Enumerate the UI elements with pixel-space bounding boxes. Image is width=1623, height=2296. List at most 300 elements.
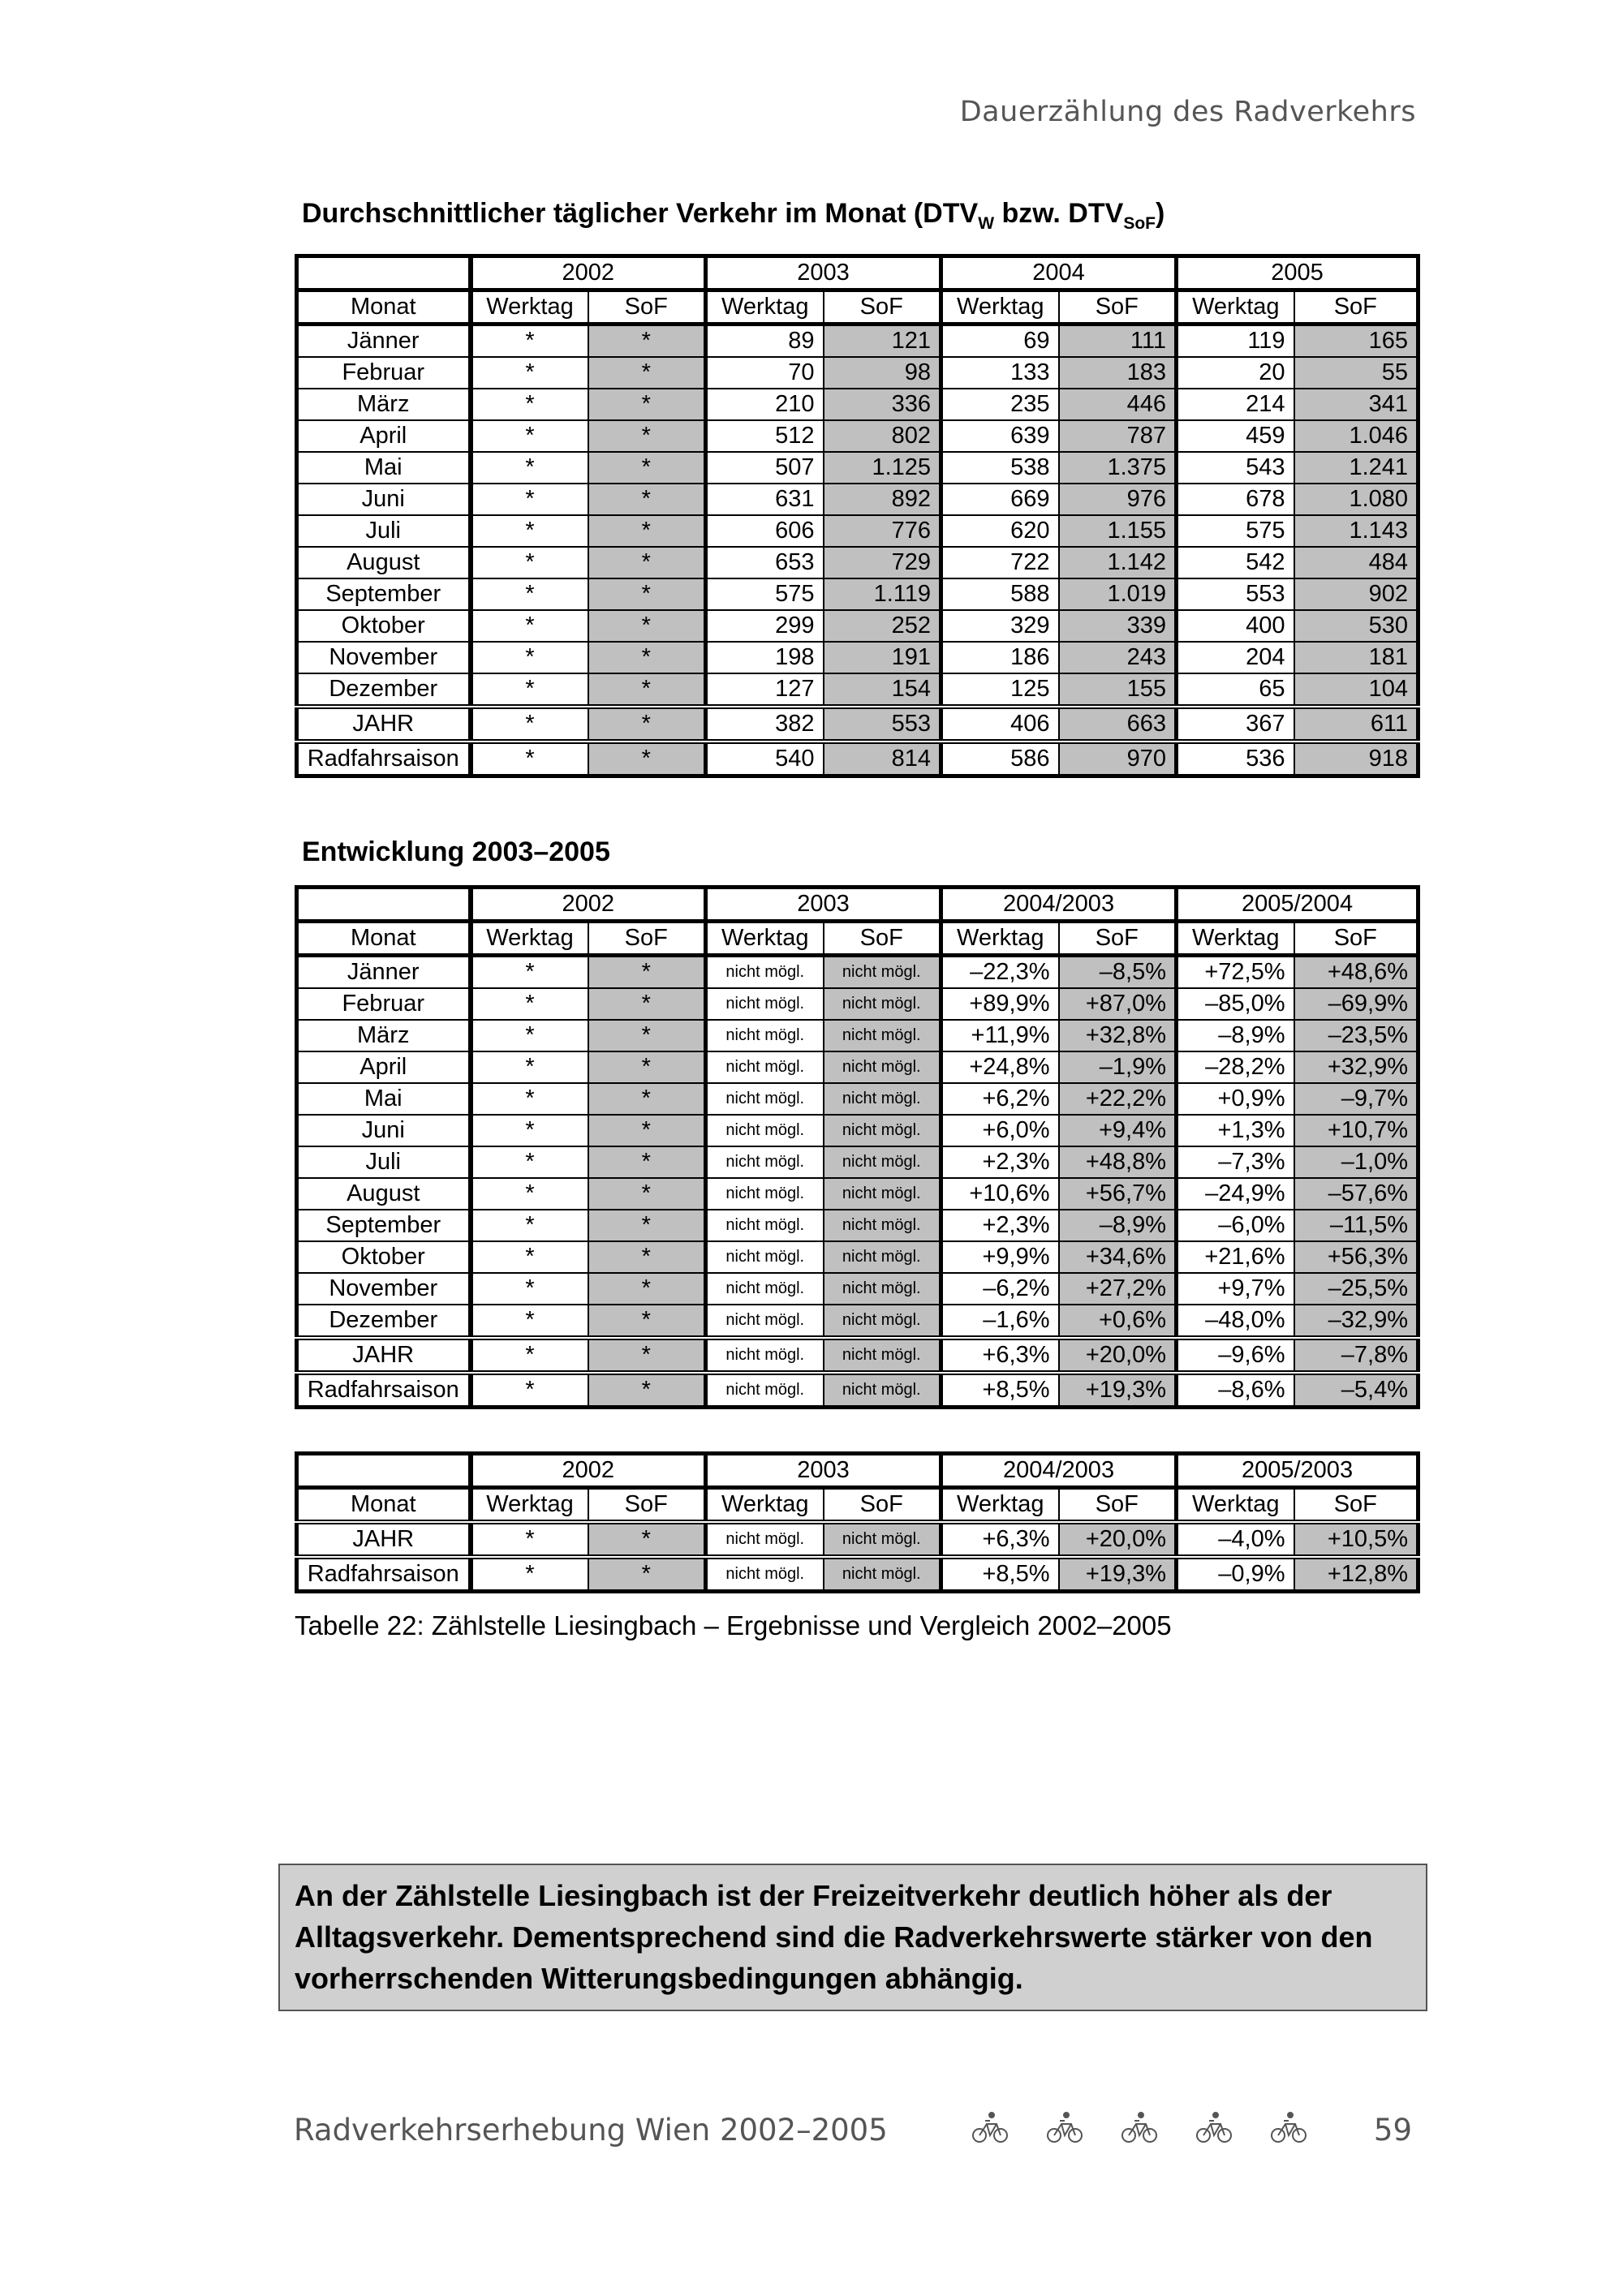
data-cell: +6,2%	[941, 1083, 1059, 1115]
data-cell: 787	[1059, 420, 1177, 452]
data-cell: *	[471, 484, 588, 515]
data-cell: *	[471, 1178, 588, 1210]
bicycle-icon	[973, 2113, 1007, 2142]
data-cell: nicht mögl.	[706, 1273, 824, 1305]
data-cell: +19,3%	[1059, 1373, 1177, 1408]
row-label: Jänner	[297, 325, 471, 358]
month-row	[297, 956, 1419, 989]
column-header: Werktag	[941, 1488, 1059, 1523]
data-cell: nicht mögl.	[824, 1210, 941, 1241]
data-cell: nicht mögl.	[824, 1051, 941, 1083]
month-row	[297, 642, 1419, 673]
month-row	[297, 357, 1419, 389]
data-cell: +10,7%	[1294, 1115, 1419, 1146]
data-cell: –8,5%	[1059, 956, 1177, 989]
data-cell: *	[471, 1522, 588, 1557]
data-cell: 155	[1059, 673, 1177, 707]
row-label: Dezember	[297, 1305, 471, 1338]
year-header: 2002	[471, 1454, 706, 1488]
month-row	[297, 578, 1419, 610]
data-cell: *	[588, 357, 706, 389]
data-cell: 210	[706, 389, 824, 420]
column-header-row	[297, 922, 1419, 956]
data-cell: +2,3%	[941, 1210, 1059, 1241]
data-cell: *	[588, 1241, 706, 1273]
data-cell: 678	[1177, 484, 1294, 515]
column-header: SoF	[588, 922, 706, 956]
data-cell: 530	[1294, 610, 1419, 642]
data-cell: *	[471, 1051, 588, 1083]
data-cell: *	[471, 547, 588, 578]
data-cell: *	[588, 1273, 706, 1305]
data-cell: –57,6%	[1294, 1178, 1419, 1210]
column-header: Werktag	[706, 922, 824, 956]
data-cell: nicht mögl.	[706, 1146, 824, 1178]
column-header: Werktag	[1177, 290, 1294, 325]
data-cell: 1.125	[824, 452, 941, 484]
data-cell: –1,0%	[1294, 1146, 1419, 1178]
data-cell: +21,6%	[1177, 1241, 1294, 1273]
month-row	[297, 1115, 1419, 1146]
data-cell: +11,9%	[941, 1020, 1059, 1051]
data-cell: –32,9%	[1294, 1305, 1419, 1338]
data-cell: nicht mögl.	[824, 1115, 941, 1146]
data-cell: nicht mögl.	[824, 1305, 941, 1338]
data-cell: –5,4%	[1294, 1373, 1419, 1408]
data-cell: –1,6%	[941, 1305, 1059, 1338]
data-cell: *	[471, 610, 588, 642]
data-cell: nicht mögl.	[824, 1020, 941, 1051]
data-cell: *	[588, 673, 706, 707]
data-cell: 507	[706, 452, 824, 484]
data-cell: *	[588, 642, 706, 673]
data-cell: 235	[941, 389, 1059, 420]
row-label: JAHR	[297, 1338, 471, 1373]
data-cell: 183	[1059, 357, 1177, 389]
data-cell: *	[588, 1338, 706, 1373]
row-label: April	[297, 1051, 471, 1083]
data-cell: 669	[941, 484, 1059, 515]
row-label: Juni	[297, 1115, 471, 1146]
data-cell: +6,0%	[941, 1115, 1059, 1146]
data-cell: –48,0%	[1177, 1305, 1294, 1338]
row-label: Dezember	[297, 673, 471, 707]
data-cell: 538	[941, 452, 1059, 484]
data-cell: nicht mögl.	[824, 1241, 941, 1273]
column-header: SoF	[1294, 1488, 1419, 1523]
callout-box: An der Zählstelle Liesingbach ist der Freizeitverkehr deutlich höher als der Alltagsverkehr. Dementsprechend sind die Radverkehrswerte stärker von den vorherrschenden Witterungsbedingungen abhängig.	[278, 1864, 1427, 2011]
data-cell: +2,3%	[941, 1146, 1059, 1178]
data-cell: +87,0%	[1059, 988, 1177, 1020]
data-cell: nicht mögl.	[706, 1210, 824, 1241]
summary-row	[297, 1557, 1419, 1592]
data-cell: 653	[706, 547, 824, 578]
data-cell: *	[588, 1373, 706, 1408]
bicycle-icon	[1048, 2113, 1082, 2142]
data-cell: 588	[941, 578, 1059, 610]
data-cell: –4,0%	[1177, 1522, 1294, 1557]
column-header: SoF	[588, 290, 706, 325]
data-cell: 1.142	[1059, 547, 1177, 578]
data-cell: *	[471, 1338, 588, 1373]
data-cell: *	[471, 988, 588, 1020]
data-cell: 1.046	[1294, 420, 1419, 452]
row-label: Juli	[297, 1146, 471, 1178]
data-cell: *	[588, 452, 706, 484]
column-header: Werktag	[1177, 1488, 1294, 1523]
row-label: Radfahrsaison	[297, 1557, 471, 1592]
data-cell: 252	[824, 610, 941, 642]
data-cell: 776	[824, 515, 941, 547]
data-cell: nicht mögl.	[824, 1273, 941, 1305]
data-cell: *	[588, 325, 706, 358]
data-cell: –28,2%	[1177, 1051, 1294, 1083]
data-cell: *	[471, 1241, 588, 1273]
month-row	[297, 1051, 1419, 1083]
data-cell: 127	[706, 673, 824, 707]
data-cell: nicht mögl.	[706, 1051, 824, 1083]
data-cell: *	[471, 1083, 588, 1115]
column-header: SoF	[1059, 922, 1177, 956]
row-label: März	[297, 389, 471, 420]
data-cell: 329	[941, 610, 1059, 642]
year-header-row	[297, 888, 1419, 922]
data-cell: +24,8%	[941, 1051, 1059, 1083]
data-cell: +9,9%	[941, 1241, 1059, 1273]
data-cell: +8,5%	[941, 1373, 1059, 1408]
running-header: Dauerzählung des Radverkehrs	[959, 96, 1416, 128]
data-cell: nicht mögl.	[824, 1522, 941, 1557]
row-label: Radfahrsaison	[297, 1373, 471, 1408]
data-cell: *	[588, 1305, 706, 1338]
row-label: Februar	[297, 357, 471, 389]
table-caption: Tabelle 22: Zählstelle Liesingbach – Ergebnisse und Vergleich 2002–2005	[295, 1610, 1172, 1640]
row-label: JAHR	[297, 707, 471, 742]
data-cell: *	[471, 1146, 588, 1178]
column-header-row	[297, 1488, 1419, 1523]
data-cell: +6,3%	[941, 1522, 1059, 1557]
column-header: SoF	[824, 290, 941, 325]
data-cell: *	[588, 1557, 706, 1592]
data-cell: –6,2%	[941, 1273, 1059, 1305]
data-cell: 89	[706, 325, 824, 358]
row-label: August	[297, 547, 471, 578]
data-cell: 892	[824, 484, 941, 515]
data-cell: *	[471, 707, 588, 742]
year-header: 2005/2004	[1177, 888, 1419, 922]
row-label: März	[297, 1020, 471, 1051]
month-row	[297, 547, 1419, 578]
month-row	[297, 1241, 1419, 1273]
data-cell: +9,7%	[1177, 1273, 1294, 1305]
data-cell: –24,9%	[1177, 1178, 1294, 1210]
data-cell: +0,9%	[1177, 1083, 1294, 1115]
data-cell: 639	[941, 420, 1059, 452]
data-cell: *	[471, 420, 588, 452]
data-cell: *	[588, 420, 706, 452]
data-cell: *	[588, 578, 706, 610]
data-cell: 459	[1177, 420, 1294, 452]
column-header-row	[297, 290, 1419, 325]
data-cell: –69,9%	[1294, 988, 1419, 1020]
data-cell: 243	[1059, 642, 1177, 673]
data-cell: 722	[941, 547, 1059, 578]
column-header: SoF	[1294, 290, 1419, 325]
data-cell: nicht mögl.	[824, 1338, 941, 1373]
data-cell: 299	[706, 610, 824, 642]
month-row	[297, 1083, 1419, 1115]
data-cell: 70	[706, 357, 824, 389]
data-cell: *	[588, 1083, 706, 1115]
data-cell: 104	[1294, 673, 1419, 707]
column-header: Werktag	[1177, 922, 1294, 956]
data-cell: nicht mögl.	[706, 1115, 824, 1146]
section-heading-entwicklung: Entwicklung 2003–2005	[302, 836, 610, 867]
data-cell: 1.119	[824, 578, 941, 610]
data-cell: 631	[706, 484, 824, 515]
dtv-table	[295, 254, 1420, 778]
data-cell: +27,2%	[1059, 1273, 1177, 1305]
data-cell: +72,5%	[1177, 956, 1294, 989]
data-cell: nicht mögl.	[706, 1373, 824, 1408]
data-cell: 121	[824, 325, 941, 358]
data-cell: nicht mögl.	[706, 1178, 824, 1210]
data-cell: *	[471, 1305, 588, 1338]
data-cell: –11,5%	[1294, 1210, 1419, 1241]
data-cell: 55	[1294, 357, 1419, 389]
data-cell: nicht mögl.	[824, 956, 941, 989]
month-row	[297, 988, 1419, 1020]
summary-row	[297, 742, 1419, 776]
data-cell: 198	[706, 642, 824, 673]
data-cell: 20	[1177, 357, 1294, 389]
data-cell: 611	[1294, 707, 1419, 742]
header-blank-cell	[297, 1454, 471, 1488]
data-cell: *	[588, 1178, 706, 1210]
column-header: SoF	[588, 1488, 706, 1523]
month-row	[297, 673, 1419, 707]
data-cell: *	[588, 389, 706, 420]
year-header: 2004/2003	[941, 888, 1177, 922]
month-row	[297, 1305, 1419, 1338]
data-cell: 133	[941, 357, 1059, 389]
row-label: August	[297, 1178, 471, 1210]
data-cell: 814	[824, 742, 941, 776]
data-cell: *	[588, 1146, 706, 1178]
summary-row	[297, 1522, 1419, 1557]
column-header: Werktag	[941, 290, 1059, 325]
column-header: SoF	[1059, 290, 1177, 325]
data-cell: *	[588, 956, 706, 989]
data-cell: nicht mögl.	[824, 1557, 941, 1592]
column-header: Monat	[297, 922, 471, 956]
data-cell: 1.143	[1294, 515, 1419, 547]
data-cell: 553	[824, 707, 941, 742]
data-cell: 339	[1059, 610, 1177, 642]
section-heading-dtv: Durchschnittlicher täglicher Verkehr im Monat ($DTV_W$ bzw. $DTV_{SoF}$)	[302, 198, 1165, 233]
column-header: SoF	[824, 922, 941, 956]
year-header-row	[297, 1454, 1419, 1488]
data-cell: *	[471, 515, 588, 547]
month-row	[297, 1210, 1419, 1241]
data-cell: 382	[706, 707, 824, 742]
data-cell: *	[471, 325, 588, 358]
data-cell: –25,5%	[1294, 1273, 1419, 1305]
data-cell: +10,5%	[1294, 1522, 1419, 1557]
data-cell: +9,4%	[1059, 1115, 1177, 1146]
data-cell: –8,9%	[1177, 1020, 1294, 1051]
row-label: JAHR	[297, 1522, 471, 1557]
data-cell: *	[471, 673, 588, 707]
data-cell: 111	[1059, 325, 1177, 358]
data-cell: 65	[1177, 673, 1294, 707]
data-cell: +56,7%	[1059, 1178, 1177, 1210]
data-cell: +89,9%	[941, 988, 1059, 1020]
data-cell: –7,3%	[1177, 1146, 1294, 1178]
data-cell: *	[471, 1373, 588, 1408]
data-cell: *	[588, 547, 706, 578]
data-cell: *	[588, 515, 706, 547]
data-cell: 976	[1059, 484, 1177, 515]
data-cell: 663	[1059, 707, 1177, 742]
data-cell: 154	[824, 673, 941, 707]
data-cell: +20,0%	[1059, 1338, 1177, 1373]
column-header: Werktag	[471, 290, 588, 325]
column-header: SoF	[1294, 922, 1419, 956]
data-cell: 536	[1177, 742, 1294, 776]
data-cell: 191	[824, 642, 941, 673]
column-header: Werktag	[471, 1488, 588, 1523]
year-header: 2002	[471, 888, 706, 922]
row-label: November	[297, 1273, 471, 1305]
data-cell: 214	[1177, 389, 1294, 420]
column-header: Werktag	[706, 1488, 824, 1523]
row-label: Juli	[297, 515, 471, 547]
data-cell: 512	[706, 420, 824, 452]
year-header: 2004	[941, 256, 1177, 290]
row-label: Mai	[297, 452, 471, 484]
data-cell: +12,8%	[1294, 1557, 1419, 1592]
column-header: Monat	[297, 290, 471, 325]
data-cell: nicht mögl.	[706, 1557, 824, 1592]
data-cell: +32,8%	[1059, 1020, 1177, 1051]
data-cell: +10,6%	[941, 1178, 1059, 1210]
row-label: Oktober	[297, 1241, 471, 1273]
data-cell: *	[471, 642, 588, 673]
year-header-row	[297, 256, 1419, 290]
data-cell: *	[588, 742, 706, 776]
month-row	[297, 1273, 1419, 1305]
month-row	[297, 1178, 1419, 1210]
data-cell: 69	[941, 325, 1059, 358]
data-cell: *	[588, 988, 706, 1020]
data-cell: 1.080	[1294, 484, 1419, 515]
data-cell: nicht mögl.	[706, 988, 824, 1020]
month-row	[297, 515, 1419, 547]
month-row	[297, 420, 1419, 452]
year-header: 2005/2003	[1177, 1454, 1419, 1488]
data-cell: *	[471, 452, 588, 484]
data-cell: –0,9%	[1177, 1557, 1294, 1592]
data-cell: 553	[1177, 578, 1294, 610]
data-cell: 400	[1177, 610, 1294, 642]
data-cell: 586	[941, 742, 1059, 776]
data-cell: 575	[1177, 515, 1294, 547]
data-cell: 446	[1059, 389, 1177, 420]
data-cell: *	[471, 742, 588, 776]
column-header: Werktag	[941, 922, 1059, 956]
data-cell: –22,3%	[941, 956, 1059, 989]
row-label: Juni	[297, 484, 471, 515]
data-cell: *	[588, 1522, 706, 1557]
data-cell: 119	[1177, 325, 1294, 358]
data-cell: nicht mögl.	[706, 1338, 824, 1373]
vergleich-table	[295, 1451, 1420, 1593]
footer-title: Radverkehrserhebung Wien 2002–2005	[294, 2113, 888, 2148]
data-cell: +20,0%	[1059, 1522, 1177, 1557]
data-cell: –23,5%	[1294, 1020, 1419, 1051]
data-cell: nicht mögl.	[706, 1083, 824, 1115]
data-cell: *	[471, 956, 588, 989]
footer-bicycle-icons	[966, 2108, 1307, 2148]
data-cell: *	[588, 1115, 706, 1146]
row-label: Februar	[297, 988, 471, 1020]
data-cell: nicht mögl.	[706, 1522, 824, 1557]
data-cell: –85,0%	[1177, 988, 1294, 1020]
month-row	[297, 610, 1419, 642]
data-cell: +0,6%	[1059, 1305, 1177, 1338]
page-number: 59	[1373, 2113, 1412, 2148]
data-cell: 1.375	[1059, 452, 1177, 484]
column-header: SoF	[824, 1488, 941, 1523]
year-header: 2005	[1177, 256, 1419, 290]
data-cell: *	[471, 1020, 588, 1051]
data-cell: nicht mögl.	[824, 1373, 941, 1408]
data-cell: 165	[1294, 325, 1419, 358]
data-cell: 606	[706, 515, 824, 547]
data-cell: *	[588, 707, 706, 742]
data-cell: 970	[1059, 742, 1177, 776]
data-cell: –8,9%	[1059, 1210, 1177, 1241]
data-cell: nicht mögl.	[824, 988, 941, 1020]
data-cell: 918	[1294, 742, 1419, 776]
row-label: Mai	[297, 1083, 471, 1115]
data-cell: *	[588, 484, 706, 515]
data-cell: +32,9%	[1294, 1051, 1419, 1083]
data-cell: –6,0%	[1177, 1210, 1294, 1241]
data-cell: *	[471, 578, 588, 610]
data-cell: *	[588, 1051, 706, 1083]
data-cell: –8,6%	[1177, 1373, 1294, 1408]
column-header: SoF	[1059, 1488, 1177, 1523]
column-header: Monat	[297, 1488, 471, 1523]
year-header: 2003	[706, 888, 941, 922]
data-cell: 729	[824, 547, 941, 578]
data-cell: +22,2%	[1059, 1083, 1177, 1115]
month-row	[297, 325, 1419, 358]
data-cell: *	[588, 1020, 706, 1051]
bicycle-icon	[1197, 2113, 1231, 2142]
data-cell: 406	[941, 707, 1059, 742]
data-cell: 484	[1294, 547, 1419, 578]
data-cell: 1.155	[1059, 515, 1177, 547]
data-cell: 181	[1294, 642, 1419, 673]
data-cell: +56,3%	[1294, 1241, 1419, 1273]
entwicklung-table	[295, 885, 1420, 1409]
data-cell: *	[588, 610, 706, 642]
data-cell: nicht mögl.	[706, 1020, 824, 1051]
data-cell: *	[471, 1115, 588, 1146]
